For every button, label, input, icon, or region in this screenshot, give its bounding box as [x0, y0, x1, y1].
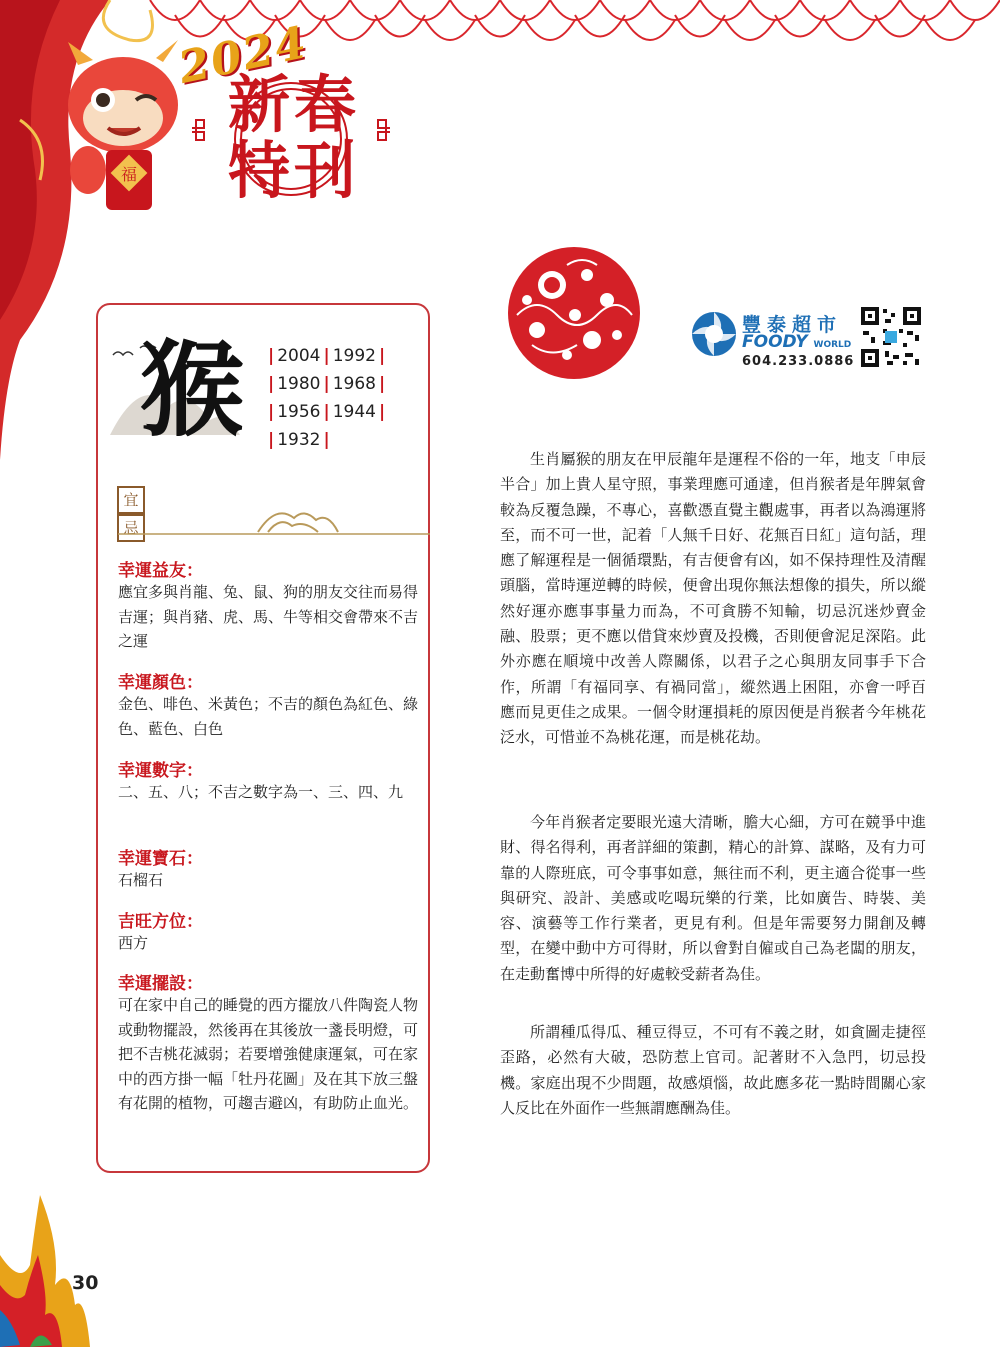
- zodiac-year: 1944: [332, 402, 376, 422]
- zodiac-year: 1956: [277, 402, 321, 422]
- monkey-papercut-image: [497, 245, 651, 381]
- section-title-lucky-colors: 幸運顏色：: [118, 673, 203, 693]
- sponsor-phone: 604.233.0886: [742, 354, 855, 369]
- zodiac-year: 2004: [277, 346, 321, 366]
- header-year: 2024: [174, 16, 313, 95]
- section-body-lucky-gemstone: 石榴石: [118, 871, 164, 889]
- sponsor-name-english: [742, 332, 851, 352]
- section-body-lucky-numbers: 二、五、八；不吉之數字為一、三、四、九: [118, 783, 404, 801]
- sponsor-name-english-suffix: WORLD: [813, 340, 852, 350]
- zodiac-year: 1932: [277, 430, 321, 450]
- article-paragraph: 今年肖猴者定要眼光遠大清晰，膽大心細，方可在競爭中進財、得名得利，再者詳細的策劃，精心的計算、謀略，及有力可靠的人際班底，可令事事如意，無往而不利，更主適合從事一些與研究、設計、美感或吃喝玩樂的行業，比如廣告、時裝、美容、演藝等工作行業者，更見有利。但是年需要努力開創及轉型，在變中動中方可得財，所以會對自僱或自己為老闆的朋友，在走動奮博中所得的好處較受薪者為佳。: [500, 813, 926, 983]
- zodiac-year: 1992: [332, 346, 376, 366]
- header-title-line-2: 特刊: [228, 134, 361, 207]
- zodiac-character: 猴: [140, 328, 245, 451]
- zodiac-year: 1980: [277, 374, 321, 394]
- sponsor-name-chinese: 豐泰超市: [742, 314, 843, 336]
- section-title-lucky-friends: 幸運益友：: [118, 561, 203, 581]
- flame-corner-decoration: [0, 1195, 115, 1347]
- qr-code-icon[interactable]: [859, 305, 923, 369]
- article-paragraph: 生肖屬猴的朋友在甲辰龍年是運程不俗的一年，地支「申辰半合」加上貴人星守照，事業理應可通達，但肖猴者是年脾氣會較為反覆急躁，不專心，喜歡憑直覺主觀處事，再者以為鴻運將至，而不可一世，記着「人無千日好、花無百日紅」這句話，理應了解運程是一個循環點，有吉便會有凶，如不保持理性及清醒頭腦，當時運逆轉的時候，便會出現你無法想像的損失，所以縱然好運亦應事事量力而為，不可貪勝不知輸，切忌沉迷炒賣金融、股票；更不應以借貸來炒賣及投機，否則便會泥足深陷。此外亦應在順境中改善人際關係，以君子之心與朋友同事手下合作，所謂「有福同享、有禍同當」，縱然遇上困阻，亦會一呼百應而見更佳之成果。一個令財運損耗的原因便是肖猴者今年桃花泛水，可惜並不為桃花運，而是桃花劫。: [500, 450, 926, 747]
- section-body-lucky-friends: 應宜多與肖龍、兔、鼠、狗的朋友交往而易得吉運；與肖豬、虎、馬、牛等相交會帶來不吉之運: [118, 583, 419, 650]
- seal-char-yi: 宜: [117, 486, 145, 514]
- page-number: 30: [72, 1272, 99, 1294]
- section-title-lucky-direction: 吉旺方位：: [118, 912, 203, 932]
- zodiac-years-row-1: | 2004 | 1992 |: [268, 346, 386, 366]
- section-body-lucky-direction: 西方: [118, 934, 149, 952]
- svg-text:福: 福: [120, 165, 138, 184]
- section-body-lucky-colors: 金色、啡色、米黃色；不吉的顏色為紅色、綠色、藍色、白色: [118, 695, 419, 738]
- section-title-lucky-gemstone: 幸運寶石：: [118, 849, 203, 869]
- zodiac-years-row-4: | 1932 |: [268, 430, 330, 450]
- zodiac-years-row-2: | 1980 | 1968 |: [268, 374, 386, 394]
- mountain-divider: [118, 498, 430, 540]
- sponsor-name-english-main: FOODY: [742, 332, 808, 352]
- section-title-lucky-ornaments: 幸運擺設：: [118, 974, 203, 994]
- zodiac-years-row-3: | 1956 | 1944 |: [268, 402, 386, 422]
- zodiac-year: 1968: [332, 374, 376, 394]
- header-title-line-1: 新春: [228, 68, 361, 141]
- dragon-mascot-illustration: [48, 40, 198, 220]
- section-body-lucky-ornaments: 可在家中自己的睡覺的西方擺放八件陶瓷人物或動物擺設，然後再在其後放一盞長明燈，可把不吉桃花滅弱；若要增強健康運氣，可在家中的西方掛一幅「牡丹花圖」及在其下放三盤有花開的植物，可趨吉避凶，有助防止血光。: [118, 996, 419, 1112]
- article-paragraph: 所謂種瓜得瓜、種豆得豆，不可有不義之財，如貪圖走捷徑歪路，必然有大破，恐防惹上官司。記著財不入急門，切忌投機。家庭出現不少問題，故感煩惱，故此應多花一點時間關心家人反比在外面作一些無謂應酬為佳。: [500, 1023, 926, 1117]
- section-title-lucky-numbers: 幸運數字：: [118, 761, 203, 781]
- foody-world-logo-icon: [690, 310, 738, 358]
- seal-char-ji: 忌: [117, 514, 145, 542]
